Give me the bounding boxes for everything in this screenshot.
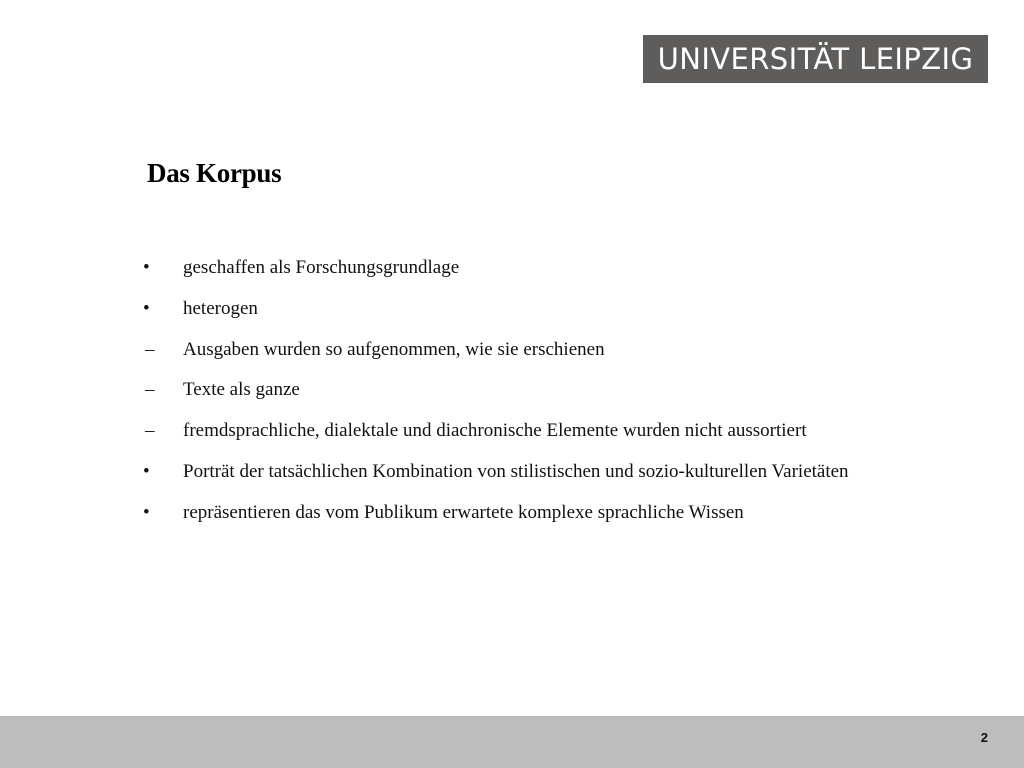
list-item-text: Ausgaben wurden so aufgenommen, wie sie erschienen bbox=[183, 338, 605, 360]
list-item-text: Texte als ganze bbox=[183, 379, 300, 401]
bullet-marker: • bbox=[143, 460, 150, 482]
bullet-marker: • bbox=[143, 257, 150, 278]
bullet-marker: • bbox=[143, 501, 150, 523]
list-item-text: fremdsprachliche, dialektale und diachronische Elemente wurden nicht aussortiert bbox=[183, 420, 807, 442]
slide-title: Das Korpus bbox=[147, 158, 282, 188]
footer-bar bbox=[0, 716, 1024, 768]
list-item-text: repräsentieren das vom Publikum erwartete komplexe sprachliche Wissen bbox=[183, 501, 744, 523]
logo-text: UNIVERSITÄT LEIPZIG bbox=[657, 41, 974, 76]
list-item-text: Porträt der tatsächlichen Kombination von stilistischen und sozio-kulturellen Varietäten bbox=[183, 460, 849, 482]
page-number: 2 bbox=[980, 730, 988, 745]
list-item-text: heterogen bbox=[183, 297, 258, 319]
bullet-marker: • bbox=[143, 297, 150, 319]
dash-marker: – bbox=[145, 420, 155, 442]
dash-marker: – bbox=[145, 379, 155, 401]
university-logo bbox=[643, 35, 988, 83]
dash-marker: – bbox=[145, 338, 155, 360]
list-item-text: geschaffen als Forschungsgrundlage bbox=[183, 257, 460, 278]
